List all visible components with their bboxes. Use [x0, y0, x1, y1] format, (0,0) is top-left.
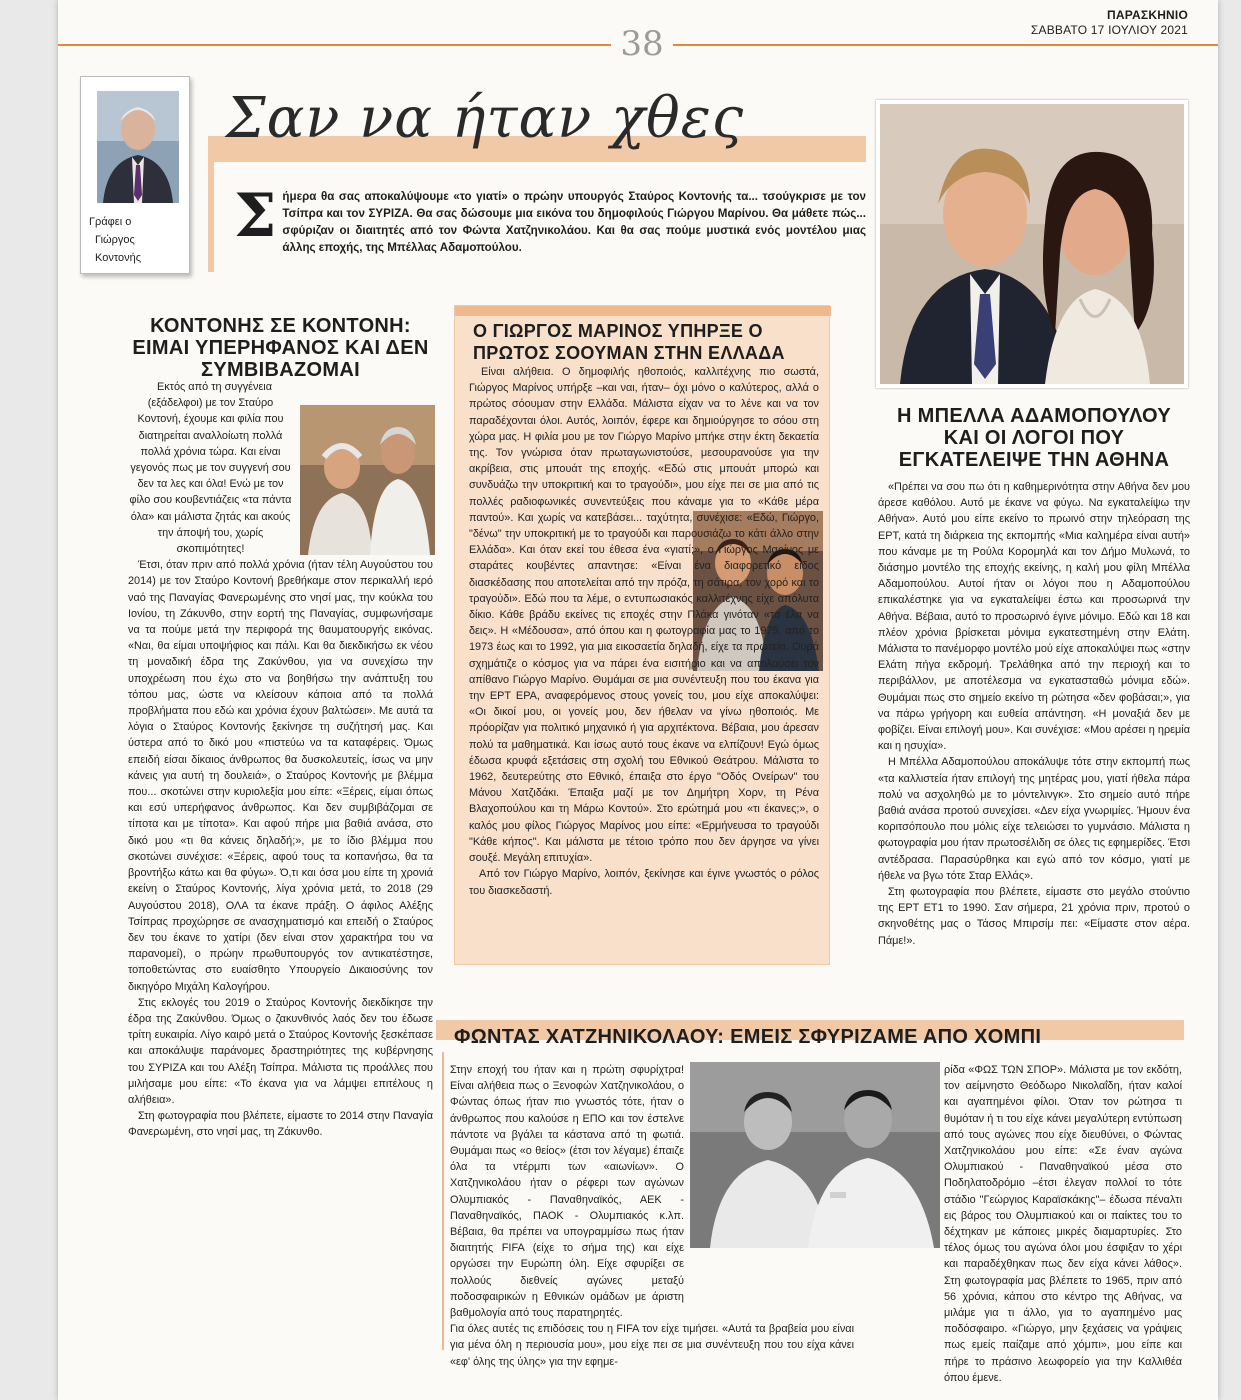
chatzinikolaou-col2 [882, 1062, 1182, 1386]
article-adamopoulou-p1: «Πρέπει να σου πω ότι η καθημερινότητα στην Αθήνα δεν μου άρεσε καθόλου. Αυτό με έκανε να φύγω. Να εγκαταλείψω την Αθήνα». Αυτό μου είπε εκείνο το πρωινό στην τηλεόραση της ΕΡΤ, κατά τη διάρκεια της εκπομπής «Μια καλημέρα είναι αυτή» που κάναμε με τη Ρούλα Κορομηλά και τον Δήμο Μυλωνά, το διάσημο μοντέλο της εποχής εκείνης, η καλή μου φίλη Μπέλλα Αδαμοπούλου. Αυτοί ήταν οι λόγοι που η Αδαμοπούλου επικαλέστηκε για να εγκαταλείψει έστω και προσωρινά την Αθήνα. Βέβαια, αυτό το προσωρινό έγινε μόνιμο. Εδώ και 18 και πλέον χρόνια βρίσκεται μόνιμα εγκατεστημένη στην Ελάτη. Μάλιστα το πανέμορφο μοντέλο μού είχε αποκαλύψει πως «στην Ελάτη πήγα εκδρομή. Τρελάθηκα από την περιοχή και το περιβάλλον, με αποτέλεσμα να εγκατασταθώ μόνιμα εδώ». Θυμάμαι πως στο σημείο εκείνο τη ρώτησα «δεν φοβάσαι;», για να πάρω γρήγορη και ευθεία απάντηση. «Η μοναξιά δεν με φοβίζει. Είναι επιλογή μου». Και συνέχισε: «Μου αρέσει η ηρεμία και η ησυχία». [878, 481, 1191, 753]
article-kontonis-p4: Στη φωτογραφία που βλέπετε, είμαστε το 2014 στην Παναγία Φανερωμένη, στο νησί μας, τη Ζάκυνθο. [128, 1110, 433, 1139]
photo-adamopoulou-image [880, 104, 1184, 384]
article-marinos-body [469, 364, 819, 899]
article-adamopoulou [878, 405, 1190, 949]
author-first-name: Γιώργος [95, 234, 135, 246]
title-banner-edge [208, 162, 214, 272]
article-adamopoulou-body [878, 479, 1190, 949]
marinos-box-band [455, 306, 831, 316]
intro-paragraph [234, 181, 866, 256]
page-number: 38 [611, 24, 673, 64]
article-marinos-p1: Είναι αλήθεια. Ο δημοφιλής ηθοποιός, καλλιτέχνης πιο σωστά, Γιώργος Μαρίνος υπήρξε –και ναι, ήταν– όχι μόνο ο καλύτερος, αλλά ο πρώτος σόουμαν στην Ελλάδα. Μάλιστα είχαν να το λένε και να τον παραδέχονται όλοι. Αυτός, λοιπόν, έφερε και δημιούργησε το σόου στη χώρα μας. Η φιλία μου με τον Γιώργο Μαρίνο μπήκε στην έκτη δεκαετία της. Τον γνώρισα όταν πρωταγωνιστούσε, μεσουρανούσε για την ακρίβεια, στις μπουάτ της εποχής. «Εδώ στις μπουάτ μπορώ και συνδυάζω την υποκριτική και το τραγούδι», μου είχε πει σε μια από τις πολλές ραδιοφωνικές συνεντεύξεις που κάναμε για το «Κάθε μέρα παντού». Και χωρίς να κατεβάσει... ταχύτητα, συνέχισε: «Εδώ, Γιώργο, "δένω" την υποκριτική με το τραγούδι και παρουσιάζω το κάτι άλλο στην Ελλάδα». Και όταν εκεί του έθεσα ένα «γιατί;», ο Γιώργος Μαρίνος με σταράτες κουβέντες απαντησε: «Είναι ένα διαφορετικό είδος διασκέδασης που αποτελείται από την πρόζα, τη σάτιρα, τον χορό και το τραγούδι». Εδώ που τα λέμε, ο εντυπωσιακός καλλιτέχνης είχε απόλυτα δίκιο. Κάθε βράδυ εκείνες τις εποχές στην Πλάκα γινόταν «τα έλα να δεις». Η «Μέδουσα», από όπου και η φωτογραφία μας το 1975, από το 1973 έως και το 1992, για μια εικοσαετία δηλαδή, είχε τα πρωτεία. Ουρά σχημάτιζε ο κόσμος για να πάρει ένα εισιτήριο και να απολαύσει τον απίθανο Γιώργο Μαρίνο. Θυμάμαι σε μια συνέντευξη που του έκανα για την ΕΡΤ ΕΡΑ, αναφερόμενος στους γονείς του, μου είχε αποκαλύψει: «Οι δικοί μου, οι γονείς μου, δεν ήθελαν να γίνω ηθοποιός. Με πρόορίζαν για πολιτικό μηχανικό ή για αρχιτέκτονα. Βέβαια, μου άρεσαν πολύ τα μαθηματικά. Και ίσως αυτό τους έκανε να ελπίζουν! Εγώ όμως έδωσα κρυφά εξετάσεις στη σχολή του Εθνικού Θεάτρου. Μάλιστα το 1962, δευτερεύτης στο Εθνικό, έπαιξα στο έργο "Οδός Ονείρων" του Μάνου Χατζιδάκι. Έπαιξα μαζί με τον Δημήτρη Χορν, τη Ρένα Βλαχοπούλου και τη Μάρω Κοντού». Στο ερώτημά μου «τι έκανες;», ο καλός μου φίλος Γιώργος Μαρίνος μου είπε: «Ερμήνευσα το τραγούδι "Κάθε κήπος". Και μάλιστα με τέτοιο τρόπο που δεν άργησε να γίνει σουξέ. Μεγάλη επιτυχία». [469, 366, 819, 865]
issue-date: ΣΑΒΒΑΤΟ 17 ΙΟΥΛΙΟΥ 2021 [1030, 23, 1188, 37]
author-photo [97, 91, 179, 203]
article-chatzinikolaou-p2: Για όλες αυτές τις επιδόσεις του η FIFA τον είχε τιμήσει. «Αυτά τα βραβεία μου είναι για μένα όλη η περιουσία μου», μου είχε πει σε μια συνέντευξη που του είχα κάνει «εφ' όλης της ύλης» για την εφημε- [450, 1323, 854, 1368]
article-kontonis-p3: Στις εκλογές του 2019 ο Σταύρος Κοντονής διεκδίκησε την έδρα της Ζακύνθου. Όμως ο ζακυνθινός λαός δεν του έδωσε τρίτη ευκαιρία. Λίγο καιρό μετά ο Σταύρος Κοντονής ξεσκέπασε και αποκάλυψε παράνομες δραστηριότητες της κυβέρνησης του ΣΥΡΙΖΑ και του Αλέξη Τσίπρα. Μάλιστα τις προάλλες που μιλήσαμε μου είπε: «Το έκανα για να λάμψει επιτέλους η αλήθεια». [128, 996, 433, 1106]
chatzinikolaou-col1-top [450, 1062, 854, 1370]
author-last-name: Κοντονής [95, 252, 142, 264]
article-kontonis-p1: Εκτός από τη συγγένεια (εξάδελφοι) με τον Σταύρο Κοντονή, έχουμε και φιλία που διατηρείται αναλλοίωτη πολλά πολλά χρόνια τώρα. Και είναι γεγονός πως με τον συγγενή σου δεν τα λες και όλα! Ενώ με τον φίλο σου κουβεντιάζεις «τα πάντα όλα» και μάλιστα ζητάς και ακούς την άποψή του, χωρίς σκοπιμότητες! [129, 381, 292, 556]
author-caption [89, 213, 185, 267]
article-kontonis-headline: ΚΟΝΤΟΝΗΣ ΣΕ ΚΟΝΤΟΝΗ: ΕΙΜΑΙ ΥΠΕΡΗΦΑΝΟΣ ΚΑΙ ΔΕΝ ΣΥΜΒΙΒΑΖΟΜΑΙ [132, 315, 429, 381]
author-box [80, 76, 190, 274]
section-title: Σαν να ήταν χθες [226, 86, 745, 151]
article-marinos-headline: Ο ΓΙΩΡΓΟΣ ΜΑΡΙΝΟΣ ΥΠΗΡΞΕ Ο ΠΡΩΤΟΣ ΣΟΟΥΜΑΝ ΣΤΗΝ ΕΛΛΑΔΑ [473, 321, 785, 363]
author-portrait-image [97, 91, 179, 203]
author-label: Γράφει ο [89, 216, 132, 228]
article-chatzinikolaou-p3: ρίδα «ΦΩΣ ΤΩΝ ΣΠΟΡ». Μάλιστα με τον εκδότη, τον αείμνηστο Θεόδωρο Νικολαΐδη, ήταν καλοί και αγαπημένοι φίλοι. Όταν τον ρώτησα τι θυμόταν ή τι του είχε κάνει μεγαλύτερη εντύπωση από τους αγώνες που είχε διευθύνει, ο Φώντας Χατζηνικολάου μου είπε: «Σε έναν αγώνα Ολυμπιακού - Παναθηναϊκού μέσα στο Ποδηλατοδρόμιο –έτσι έλεγαν πολλοί το τότε στάδιο "Γεώργιος Καραϊσκάκης"– έδωσα πέναλτι εις βάρος του Ολυμπιακού και οι παίκτες του το δέχτηκαν με κάποιες μικρές διαμαρτυρίες. Στο τέλος όμως του αγώνα όλοι μου έσφιξαν το χέρι και παραδέχθηκαν πως δεν είχα κάνει λάθος». Στη φωτογραφία μας βλέπετε το 1965, πριν από 56 χρόνια, κάπου στο κέντρο της Αθήνας, να μιλάμε για τι άλλο, για το αγαπημένο μας ποδόσφαιρο. «Γιώργο, μην ξεχάσεις να γράψεις πως εμείς παίζαμε από χόμπι», μου είπε και πήρε το πράσινο λεωφορείο για την Καλλιθέα όπου έμενε. [944, 1064, 1182, 1384]
chatzinikolaou-side-rule [442, 1052, 444, 1350]
article-adamopoulou-p2: Η Μπέλλα Αδαμοπούλου αποκάλυψε τότε στην εκπομπή πως «τα καλλιστεία ήταν επιλογή της μητέρας μου, γιατί ήθελα πάρα πολύ να ασχοληθώ με το μόντελινγκ». Στο σημείο αυτό πήρε βαθιά ανάσα προτού συνεχίσει. «Δεν είχα γνωριμίες. Ήμουν ένα κοριτσόπουλο που μόλις είχε τελειώσει το γυμνάσιο. Μάλιστα η φωτογραφία μου ήταν πρωτοσέλιδη σε όλες τις εφημερίδες. Έτσι αντέδρασα. Παρασύρθηκα και εγώ από τον κόσμο, γιατί με ήθελε να βγω τότε Σταρ Ελλάς». [878, 756, 1190, 882]
newspaper-page [58, 0, 1218, 1400]
article-chatzinikolaou-headline: ΦΩΝΤΑΣ ΧΑΤΖΗΝΙΚΟΛΑΟΥ: ΕΜΕΙΣ ΣΦΥΡΙΖΑΜΕ ΑΠΟ ΧΟΜΠΙ [454, 1026, 1042, 1048]
article-kontonis-p2: Έτσι, όταν πριν από πολλά χρόνια (ήταν τέλη Αυγούστου του 2014) με τον Σταύρο Κοντονή βρεθήκαμε στον περικαλλή ιερό ναό της Παναγίας Φανερωμένης στο νησί μας, την κούκλα του Ιονίου, τη Ζάκυνθο, στην εορτή της Παναγίας, συμφωνήσαμε να τα πούμε μετά την περιφορά της θαυματουργής εικόνας. «Ναι, θα είμαι υποψήφιος και πάλι. Και θα διεκδικήσω εκ νέου τη μοναδική έδρα της Ζακύνθου, για να συνεχίσω την υποχρέωση που έχω στο να βοηθήσω την ανάπτυξη του τόπου μας, ώστε να κλείσουν κάποια από τα πολλά προβλήματα που εδώ και χρόνια έχουν βαλτώσει». Με αυτά τα λόγια ο Σταύρος Κοντονής ξεκίνησε τη συζήτησή μας. Και ύστερα από το δικό μου «πιστεύω να τα καταφέρεις. Όμως επειδή είσαι δίκαιος άνθρωπος θα δυσκολευτείς, ίσως να μην κάνεις για αυτή τη δουλειά», ο Σταύρος Κοντονής με βλέμμα που... σκοτώνει στην κυριολεξία μου είπε: «Ξέρεις, είμαι όπως και εσύ υπερήφανος άνθρωπος. Και δεν συμβιβάζομαι σε τίποτα και με τίποτα». Και αφού πήρε μια βαθιά ανάσα, στο δικό μου «τι θα κάνεις δηλαδή;», με το ίδιο βλέμμα που σκοτώνει συνέχισε: «Ξέρεις, αφού τους τα κοπανήσω, θα τα βροντήξω κάτω και θα φύγω». Ό,τι και όσα μου είπε τη χρονιά εκείνη ο Σταύρος Κοντονής, λίγα χρόνια μετά, το 2018 (29 Αυγούστου 2018), ΟΛΑ τα έκανε πράξη. Ο άφιλος Αλέξης Τσίπρας προχώρησε σε ανασχηματισμό και επειδή ο Σταύρος δεν του έκανε το χατίρι (δεν είναι στον χαρακτήρα του να παρανομεί), ο πρώην πρωθυπουργός τον αντικατέστησε, τοποθετώντας στο ευαίσθητο Υπουργείο Δικαιοσύνης τον δικηγόρο Μιχάλη Καλογήρου. [128, 559, 433, 993]
intro-text: ήμερα θα σας αποκαλύψουμε «το γιατί» ο πρώην υπουργός Σταύρος Κοντονής τα... τσούγκρισε με τον Τσίπρα και τον ΣΥΡΙΖΑ. Θα σας δώσουμε μια εικόνα του δημοφιλούς Γιώργου Μαρίνου. Θα μάθετε πώς... σφύριζαν οι διαιτητές από τον Φώντα Χατζηνικολάου. Και θα σας πούμε μυστικά ενός μοντέλου μιας άλλης εποχής, της Μπέλλας Αδαμοπούλου. [282, 190, 866, 254]
article-adamopoulou-headline: Η ΜΠΕΛΛΑ ΑΔΑΜΟΠΟΥΛΟΥ ΚΑΙ ΟΙ ΛΟΓΟΙ ΠΟΥ ΕΓΚΑΤΕΛΕΙΨΕ ΤΗΝ ΑΘΗΝΑ [897, 405, 1171, 471]
article-kontonis-body [128, 379, 433, 1141]
intro-dropcap: Σ [234, 181, 277, 251]
article-kontonis [128, 315, 433, 1139]
article-adamopoulou-p3: Στη φωτογραφία που βλέπετε, είμαστε στο μεγάλο στούντιο της ΕΡΤ ΕΤ1 το 1990. Σαν σήμερα, 21 χρόνια πριν, προτού ο σκηνοθέτης μας ο Τάσος Μπιρσίμ πει: «Είμαστε στον αέρα. Πάμε!». [878, 886, 1190, 947]
newspaper-name: ΠΑΡΑΣΚΗΝΙΟ [1107, 8, 1188, 22]
masthead [1031, 8, 1188, 38]
photo-adamopoulou [876, 100, 1188, 388]
article-chatzinikolaou [436, 1020, 1184, 1384]
article-marinos-p2: Από τον Γιώργο Μαρίνο, λοιπόν, ξεκίνησε και έγινε γνωστός ο ρόλος του διασκεδαστή. [469, 868, 819, 897]
article-marinos [454, 305, 830, 965]
article-chatzinikolaou-p1: Στην εποχή του ήταν και η πρώτη σφυρίχτρα! Είναι αλήθεια πως ο Ξενοφών Χατζηνικολάου, ο Φώντας όπως ήταν πιο γνωστός τότε, ήταν ο άνθρωπος που καλούσε η ΕΠΟ και τον έστελνε πάντοτε να βγάλει τα κάστανα από τη φωτιά. Θυμάμαι πως «ο θείος» (έτσι τον λέγαμε) έπαιζε όλα τα ντέρμπι των «αιωνίων». Ο Χατζηνικολάου ήταν ο ρέφερι των αγώνων Ολυμπιακός - Παναθηναϊκός, ΑΕΚ - Παναθηναϊκός, ΠΑΟΚ - Ολυμπιακός κ.λπ. Βέβαια, θα πρέπει να υπογραμμίσω πως ήταν διαιτητής FIFA (είχε το σήμα της) και είχε οργώσει την Ευρώπη όλη. Είχε σφυρίξει σε πολλούς διεθνείς αγώνες μεταξύ ποδοσφαιρικών η Εθνικών ομάδων με άριστη βαθμολογία από τους παρατηρητές. [450, 1064, 684, 1320]
